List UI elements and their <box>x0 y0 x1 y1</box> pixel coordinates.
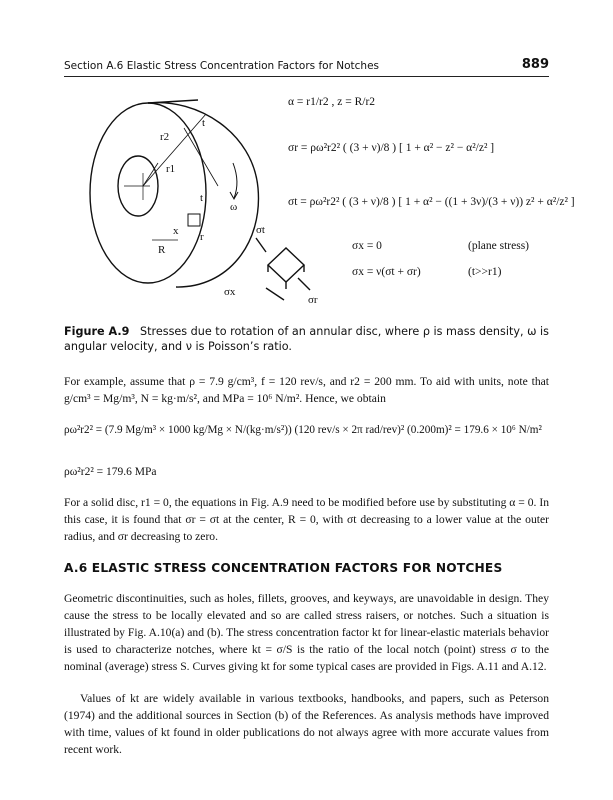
example-paragraph: For example, assume that ρ = 7.9 g/cm³, f = 120 rev/s, and r2 = 200 mm. To aid with units, note that g/cm³ = Mg/m³, N = kg·m/s², and MPa = 10⁶ N/m². Hence, we obtain <box>64 375 549 405</box>
equation-plane-stress-note: (plane stress) <box>468 240 529 252</box>
label-sigma-r: σr <box>308 294 318 306</box>
label-r: r <box>200 231 204 243</box>
equation-sigma-x-thick: σx = ν(σt + σr) <box>352 266 421 278</box>
section-paragraph-1: Geometric discontinuities, such as holes, fillets, grooves, and keyways, are unavoidable in design. They cause the stress to be locally elevated and so are called stress raisers, or notches. Such a situation is illustrated by Fig. A.10(a) and (b). The stress concentration factor kt for linear-elastic materials behavior is used to characterize notches, where kt = σ/S is the ratio of the local notch (point) stress σ to the nominal (average) stress S. Curves giving kt for some typical cases are provided in Figs. A.11 and A.12. <box>64 592 549 673</box>
page-number: 889 <box>521 57 549 72</box>
section-paragraph-2: Values of kt are widely available in various textbooks, handbooks, and papers, such as Peterson (1974) and the additional sources in Section (b) of the References. As analysis methods have improved with time, values of kt found in older publications do not always agree with more accurate values from recent work. <box>64 692 549 756</box>
equation-sigma-r: σr = ρω²r2² ( (3 + ν)/8 ) [ 1 + α² − z² − α²/z² ] <box>288 142 495 154</box>
label-R: R <box>158 244 166 256</box>
equation-thick-note: (t>>r1) <box>468 266 502 278</box>
label-t-mid: t <box>200 192 204 204</box>
label-r1: r1 <box>166 163 176 175</box>
equation-sigma-x-plane: σx = 0 <box>352 240 382 252</box>
figure-caption <box>64 324 549 354</box>
caption-text: Stresses due to rotation of an annular disc, where ρ is mass density, ω is angular velocity, and ν is Poisson’s ratio. <box>64 325 549 353</box>
label-sigma-t: σt <box>256 224 265 236</box>
equation-alpha-z: α = r1/r2 , z = R/r2 <box>288 96 376 108</box>
section-heading: A.6 ELASTIC STRESS CONCENTRATION FACTORS FOR NOTCHES <box>64 561 503 575</box>
caption-label: Figure A.9 <box>64 325 130 338</box>
running-head: Section A.6 Elastic Stress Concentration Factors for Notches <box>64 60 380 72</box>
label-omega: ω <box>230 201 238 213</box>
example-calculation: ρω²r2² = (7.9 Mg/m³ × 1000 kg/Mg × N/(kg·m/s²)) (120 rev/s × 2π rad/rev)² (0.200m)² = 179.6 × 10⁶ N/m² <box>64 424 542 436</box>
solid-disc-paragraph: For a solid disc, r1 = 0, the equations in Fig. A.9 need to be modified before use by substituting α = 0. In this case, it is found that σr = σt at the center, R = 0, with σt decreasing to a lower value at the outer radius, and σr decreasing to zero. <box>64 496 549 543</box>
disc-outer-front <box>90 103 206 283</box>
label-t-top: t <box>202 117 206 129</box>
label-sigma-x: σx <box>224 286 236 298</box>
equation-sigma-t: σt = ρω²r2² ( (3 + ν)/8 ) [ 1 + α² − ((1 + 3ν)/(3 + ν)) z² + α²/z² ] <box>288 196 575 208</box>
label-r2: r2 <box>160 131 170 143</box>
label-x: x <box>173 225 179 237</box>
example-result: ρω²r2² = 179.6 MPa <box>64 466 157 478</box>
